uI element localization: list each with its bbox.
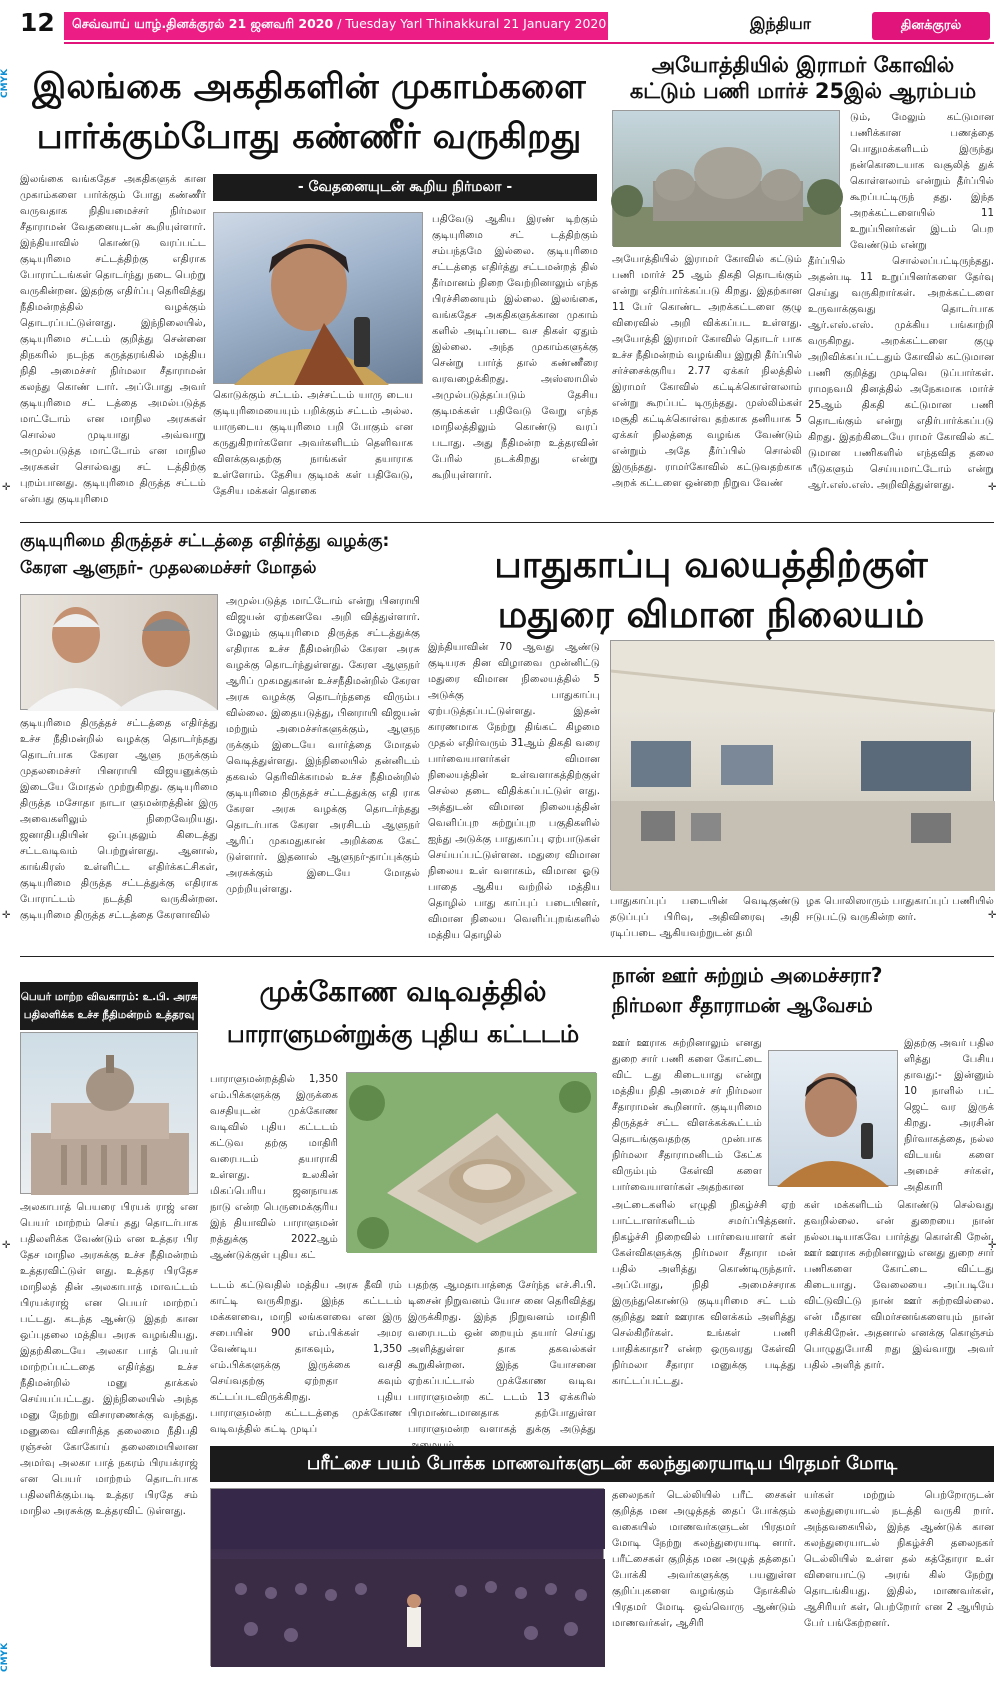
dateline-tamil: செவ்வாய் யாழ்.தினக்குரல் 21 ஜனவரி 2020 — [72, 16, 334, 31]
story1-subhead: - வேதனையுடன் கூறிய நிர்மலா - — [213, 174, 597, 201]
story3-col2: அமுல்படுத்த மாட்டோம் என்று பினராயி விஜயன் ஏற்கனவே அறி வித்துள்ளார். மேலும் குடியுரிமை திருத்த சட்டத்துக்கு எதிராக உச்ச நீதிமன்றில் கேரள அரசு வழக்கு தொடர்ந்துள்ளது. கேரள ஆளுநர் ஆரிப் முகமதுகான் உச்சநீதிமன்றில் கேரள அரசு வழக்கு தொடர்ந்ததை விரும்ப வில்லை. இதையடுத்து, பினராயி விஜயன் மற்றும் அமைச்சர்களுக்கும், ஆளுந ருக்கும் இடையே வார்த்தை மோதல் வெடித்துள்ளது. இந்நிலையில் தன்னிடம் தகவல் தெரிவிக்காமல் உச்ச நீதிமன்றில் குடியுரிமை திருத்தச் சட்டத்துக்கு எதி ராக கேரள அரசு வழக்கு தொடர்ந்தது தொடர்பாக கேரள அரசிடம் ஆளுநர் ஆரிப் முகமதுகான் அறிக்கை கேட் டுள்ளார். இதனால் ஆளுநர்-தாப்புக்கும் அரசுக்கும் இடையே மோதல் முற்றியுள்ளது. — [226, 596, 420, 895]
crosshair-mark: ✛ — [988, 910, 997, 921]
story4-photo-airport — [610, 640, 994, 890]
story4-caption-col2: ழக பொலிஸாரும் பாதுகாப்புப் பணியில் ஈடுபட்டு வருகின்ற னர். — [806, 896, 994, 923]
story1-col1: இலங்கை வங்கதேச அகதிகளுக் கான முகாம்களை பார்க்கும் போது கண்ணீர் வருவதாக நிதியமைச்சர் நிர்மலா சீதாராமன் வேதனையுடன் கூறியுள்ளார். இந்தியாவில் கொண்டு வரப்பட்ட குடியுரிமை சட்டத்திற்கு எதிராக போராட்டங்கள் தொடர்ந்து நடை பெற்று வருகின்றன. இதற்கு எதிர்ப்பு தெரிவித்து நீதிமன்றத்தில் வழக்கும் தொடரப்பட்டுள்ளது. இந்நிலையில், குடியுரிமை சட்டம் குறித்து சென்னை திநகரில் நடந்த கருத்தரங்கில் மத்திய நிதி அமைச்சர் நிர்மலா சீதாராமன் கலந்து கொண் டார். அப்போது அவர் குடியுரிமை சட் டத்தை அமல்படுத்த மாட்டோம் என மாநில அரசுகள் சொல்ல முடியாது அவ்வாறு அமுல்படுத்த மாட்டோம் என மாநில அரசுகள் சொல்வது சட் டத்திற்கு புறம்பானது. குடியுரிமை திருத்த சட்டம் என்பது குடியுரிமை — [20, 174, 206, 505]
story2-col-left: அயோத்தியில் இராமர் கோவில் கட்டும் பணி மார்ச் 25 ஆம் திகதி தொடங்கும் என்று எதிர்பார்க்கப்படு கிறது. இதற்கான 11 பேர் கொண்ட அறக்கட்டளை குழு விரைவில் அறி விக்கப்பட உள்ளது. அயோத்தி இராமர் கோவில் தொடர் பாக உச்ச நீதிமன்றம் வழங்கிய இறுதி தீர்ப்பில் சர்ச்சைக்குரிய 2.77 ஏக்கர் நிலத்தில் இராமர் கோவில் கட்டிக்கொள்ளலாம் என்று கூறப்பட் டிருந்தது. முஸ்லிம்கள் மசூதி கட்டிக்கொள்வ தற்காக தனியாக 5 ஏக்கர் நிலத்தை வழங்க வேண்டும் என்றும் அதே தீர்ப்பில் சொல்லி இருந்தது. ராமர்கோவில் கட்டுவதற்காக அறக் கட்டளை ஒன்றை நிறுவ வேண் — [612, 254, 802, 489]
story6-col-left-bottom: அட்டைகளில் எழுதி நிகழ்ச்சி ஏற் பாட்டாளர்களிடம் சமர்ப்பித்தனர். நிகழ்ச்சி நிறைவில் பார்வையாளர் கள் கேள்விகளுக்கு நிர்மலா சீதாரா மன் பதில் அளித்து கொண்டிருந்தார். அப்போது, நிதி அமைச்சராக இருந்துகொண்டு குடியுரிமை சட் டம் குறித்து ஊர் ஊராக விளக்கம் அளித்து செல்கிறீர்கள். உங்கள் பணி பாதிக்காதா? என்ற ஒருவரது கேள்வி நிர்மலா சீதாரா மனுக்கு படித்து காட்டப்பட்டது. — [612, 1200, 796, 1387]
crosshair-mark: ✛ — [2, 482, 11, 493]
header-rule — [64, 42, 994, 44]
story5-col-wide: டடம் கட்டுவதில் மத்திய அரசு தீவி ரம் காட்டி வருகிறது. இந்த கட்டடம் மக்களவை, மாநி லங்களவை என இரு சபையின் 900 எம்.பிக்கள் அமர வேண்டிய தாகவும், 1,350 எம்.பிக்களுக்கு இருக்கை வசதி செய்வதற்கு ஏற்றதா கவும் கட்டப்படவிருக்கிறது. புதிய பாராளுமன்ற கட்டடத்தை முக்கோண வடிவத்தில் கட்டி முடிப் — [210, 1280, 402, 1435]
story5-col-narrow: பாராளுமன்றத்தில் 1,350 எம்.பிக்களுக்கு இருக்கை வசதியுடன் முக்கோண வடிவில் புதிய கட்டடம் கட்டுவ தற்கு மாதிரி வரைபடம் தயாராகி உள்ளது. உலகின் மிகப்பெரிய ஜனநாயக நாடு என்ற பெருமைக்குரிய இந் தியாவில் பாராளுமன் றத்துக்கு 2022ஆம் ஆண்டுக்குள் புதிய கட் — [210, 1074, 338, 1261]
story6-col-right-bottom: கள் மக்களிடம் கொண்டு செல்வது தவறில்லை. என் துறையை நான் நல்லபடியாகவே பார்த்து கொள்கி றேன். ஊர் ஊராக சுற்றினாலும் எனது துறை சார் பணிகளை கோட்டை விட்டது கிடையாது. வேலையை அப்படியே விட்டுவிட்டு நான் ஊர் சுற்றவில்லை. என் மீதான விமர்சனங்களையும் நான் ரசிக்கிறேன். அதனால் எனக்கு கொஞ்சம் பொழுதுபோகி றது இவ்வாறு அவர் பதில் அளித் தார். — [804, 1200, 994, 1371]
story6-headline — [612, 960, 994, 1022]
story5-headline-line1: முக்கோண வடிவத்தில் — [259, 975, 547, 1008]
crosshair-mark: ✛ — [988, 482, 997, 493]
story2-headline-line2: கட்டும் பணி மார்ச் 25இல் ஆரம்பம் — [629, 79, 977, 103]
story1-photo-nirmala — [213, 212, 423, 384]
cmyk-mark-top: CMYK — [0, 68, 10, 98]
story6-col-left-top: ஊர் ஊராக சுற்றினாலும் எனது துறை சார் பணி களை கோட்டை விட் டது கிடையாது என்று மத்திய நிதி அமைச் சர் நிர்மலா சீதாராமன் கூறினார். குடியுரிமை திருத்தச் சட்ட விளக்கக்கூட்டம் தொடங்குவதற்கு முன்பாக நிர்மலா சீதாராமனிடம் கேட்க விரும்பும் கேள்வி களை பார்வையாளர்கள் அதற்கான — [612, 1038, 762, 1193]
story7-photo-modi-event — [210, 1488, 604, 1666]
story3-col1: குடியுரிமை திருத்தச் சட்டத்தை எதிர்த்து உச்ச நீதிமன்றில் வழக்கு தொடர்ந்தது தொடர்பாக கேரள ஆளு நருக்கும் முதலமைச்சர் பினராயி விஜயனுக்கும் இடையே மோதல் முற்றுகிறது. குடியுரிமை திருத்த மசோதா நாடா ளுமன்றத்தின் இரு அவைகளிலும் நிறைவேறியது. ஜனாதிபதியின் ஒப்புதலும் கிடைத்து சட்டவடிவம் பெற்றுள்ளது. ஆனால், காங்கிரஸ் உள்ளிட்ட எதிர்க்கட்சிகள், குடியுரிமை திருத்த சட்டத்துக்கு எதிராக போராட்டம் நடத்தி வருகின்றன. குடியுரிமை திருத்த சட்டத்தை கேரளாவில் — [20, 718, 218, 921]
sidebar-title-line2: பதிலளிக்க உச்ச நீதிமன்றம் உத்தரவு — [23, 1009, 195, 1021]
crosshair-mark: ✛ — [2, 910, 11, 921]
sidebar-photo-supreme-court — [20, 1032, 198, 1194]
story4-headline-line2: மதுரை விமான நிலையம் — [497, 593, 925, 636]
story3-headline-line2: கேரள ஆளுநர்- முதலமைச்சர் மோதல் — [20, 558, 317, 578]
story3-photo-governor-cm — [20, 594, 218, 710]
story6-headline-line2: நிர்மலா சீதாராமன் ஆவேசம் — [612, 993, 873, 1017]
story3-headline-line1: குடியுரிமை திருத்தச் சட்டத்தை எதிர்த்து வழக்கு: — [20, 531, 390, 551]
divider-row2 — [20, 956, 994, 957]
story5-headline — [210, 970, 596, 1070]
section-label: இந்தியா — [750, 14, 812, 33]
crosshair-mark: ✛ — [2, 1240, 11, 1251]
story2-col-right: தீர்ப்பில் சொல்லப்பட்டிருந்தது. அதன்படி 11 உறுப்பினர்களை தேர்வு செய்து வருகிறார்கள். அறக்கட்டளை உருவாக்குவது தொடர்பாக ஆர்.எஸ்.எஸ். முக்கிய பங்காற்றி வருகிறது. அறக்கட்டளை குழு அறிவிக்கப்பட்டதும் கோவில் கட்டுமான பணி குறித்து முடிவெ டுப்பார்கள். ராமநவமி தினத்தில் அநேகமாக மார்ச் 25ஆம் திகதி கட்டுமான பணி தொடங்கும் என்று எதிர்பார்க்கப்படு கிறது. இதற்கிடையே ராமர் கோவில் கட் டுமான பணிகளில் எந்தவித தலை யீடுகளும் செய்யமாட்டோம் என்று ஆர்.எஸ்.எஸ். அறிவித்துள்ளது. — [808, 256, 994, 491]
story3-headline — [20, 528, 418, 588]
story1-headline — [20, 62, 598, 172]
sidebar-title — [20, 982, 198, 1030]
header-bar — [64, 12, 994, 40]
page-number: 12 — [20, 8, 55, 37]
story6-headline-line1: நான் ஊர் சுற்றும் அமைச்சரா? — [612, 963, 883, 987]
story5-photo-parliament-model — [346, 1072, 596, 1252]
masthead-logo: தினக்குரல் — [872, 12, 990, 40]
story5-headline-line2: பாராளுமன்றுக்கு புதிய கட்டடம் — [226, 1020, 580, 1048]
story4-headline — [428, 540, 994, 640]
story7-col2: யர்கள் மற்றும் பெற்றோருடன் கலந்துரையாடல் நடத்தி வருகி றார். அந்தவகையில், இந்த ஆண்டுக் கான கலந்துரையாடல் நிகழ்ச்சி தலைநகர் டெல்லியில் உள்ள தல் கத்தோரா உள் விளையாட்டு அரங் கில் நேற்று தொடங்கியது. இதில், மாணவர்கள், ஆசிரியர் கள், பெற்றோர் என 2 ஆயிரம் பேர் பங்கேற்றனர். — [804, 1490, 994, 1629]
story2-headline — [612, 52, 994, 106]
story7-col1: தலைநகர் டெல்லியில் பரீட் சைகள் குறித்த மன அழுத்தத் தைப் போக்கும் வகையில் மாணவர்களுடன் பிரதமர் மோடி நேற்று கலந்துரையாடி னார். பரீட்சைகள் குறித்த மன அழுத் தத்தைப் போக்கி அவர்களுக்கு பயனுள்ள குறிப்புகளை வழங்கும் நோக்கில் பிரதமர் மோடி ஒவ்வொரு ஆண்டும் மாணவர்கள், ஆசிரி — [612, 1490, 796, 1629]
story5-col-right: பதற்கு ஆமதாபாத்தை சேர்ந்த எச்.சி.பி. டிசைன் நிறுவனம் யோச னை தெரிவித்து இருக்கிறது. இந்த நிறுவனம் மாதிரி வரைபடம் ஒன் றையும் தயார் செய்து அளித்துள்ள தாக தகவல்கள் கூறுகின்றன. இந்த யோசனை ஏற்கப்பட்டால் முக்கோண வடிவ பாராளுமன்ற கட் டடம் 13 ஏக்கரில் பிரமாண்டமானதாக தற்போதுள்ள பாராளுமன்ற வளாகத் துக்கு அடுத்து — [408, 1280, 596, 1435]
cmyk-mark-bottom: CMYK — [0, 1642, 10, 1672]
story2-photo-mosque — [612, 110, 840, 246]
sidebar-title-line1: பெயர் மாற்ற விவகாரம்: உ.பி. அரசு — [20, 991, 198, 1003]
story6-col-right-top: இதற்கு அவர் பதில ளித்து பேசிய தாவது:- இன்னும் 10 நாளில் பட் ஜெட் வர இருக் கிறது. அரசின் நிர்வாகத்தை, நல்ல விடயங் களை அமைச் சர்கள், அதிகாரி — [904, 1038, 994, 1193]
story2-headline-line1: அயோத்தியில் இராமர் கோவில் — [651, 53, 955, 77]
story4-caption-col1: பாதுகாப்புப் படையின் வெடிகுண்டு தடுப்புப் பிரிவு, அதிவிரைவு அதி ரடிப்படை ஆகியவற்றுடன் தமி — [610, 896, 800, 939]
story1-col3: பதிவேடு ஆகிய இரண் டிற்கும் குடியுரிமை சட் டத்திற்கும் சம்பந்தமே இல்லை. குடியுரிமை சட்டத்தை எதிர்த்து சட்டமன்றத் தில் தீர்மானம் நிறை வேற்றினாலும் எந்த பிரச்சினையும் இல்லை. இலங்கை, வங்கதேச அகதிகளுக்கான முகாம் களில் அடிப்படை வச திகள் ஏதும் இல்லை. அந்த முகாம்களுக்கு சென்று பார்த் தால் கண்ணீரை வரவழைக்கிறது. அஸ்ஸாமில் அமுல்படுத்தப்படும் தேசிய குடிமக்கள் பதிவேடு வேறு எந்த மாநிலத்திலும் கொண்டு வரப் படாது. அது நீதிமன்ற உத்தரவின் பேரில் நடக்கிறது என்று கூறியுள்ளார். — [432, 214, 598, 481]
dateline-separator: / — [337, 16, 342, 31]
story1-headline-line1: இலங்கை அகதிகளின் முகாம்களை — [32, 67, 586, 107]
dateline — [72, 16, 607, 36]
story6-photo-nirmala — [768, 1050, 898, 1186]
story2-col-right-top: டும், மேலும் கட்டுமான பணிக்கான பணத்தை பொதுமக்களிடம் இருந்து நன்கொடையாக வசூலித் துக் கொள்ளலாம் என்றும் தீர்ப்பில் கூறப்பட்டிருந் தது. இந்த அறக்கட்டளையில் 11 உறுப்பினர்கள் இடம் பெற வேண்டும் என்று — [850, 112, 994, 251]
dateline-english: Tuesday Yarl Thinakkural 21 January 2020 — [345, 16, 607, 31]
story7-banner: பரீட்சை பயம் போக்க மாணவர்களுடன் கலந்துரையாடிய பிரதமர் மோடி — [210, 1446, 994, 1482]
crosshair-mark: ✛ — [988, 1240, 997, 1251]
story4-col1: இந்தியாவின் 70 ஆவது ஆண்டு குடியரசு தின விழாவை முன்னிட்டு மதுரை விமான நிலையத்தில் 5 அடுக்கு பாதுகாப்பு ஏற்படுத்தப்பட்டுள்ளது. இதன் காரணமாக நேற்று திங்கட் கிழமை முதல் எதிர்வரும் 31ஆம் திகதி வரை பார்வையாளர்கள் விமான நிலையத்தின் உள்வளாகத்திற்குள் செல்ல தடை விதிக்கப்பட்டுள் ளது. அத்துடன் விமான நிலையத்தின் வெளிப்புற சுற்றுப்புற பகுதிகளில் ஐந்து அடுக்கு பாதுகாப்பு ஏற்பாடுகள் செய்யப்பட்டுள்ளன. மதுரை விமான நிலைய உள் வளாகம், விமான ஓடு பாதை ஆகிய வற்றில் மத்திய தொழில் பாது காப்புப் படையினர், விமான நிலைய வெளிப்புறங்களில் மத்திய தொழில் — [428, 642, 600, 941]
story1-headline-line2: பார்க்கும்போது கண்ணீர் வருகிறது — [36, 117, 582, 157]
sidebar-text: அலகாபாத் பெயரை பிரயக் ராஜ் என பெயர் மாற்றம் செய் தது தொடர்பாக பதிலளிக்க வேண்டும் என உத்தர பிர தேச மாநில அரசுக்கு உச்ச நீதிமன்றம் உத்தரவிட்டுள் ளது. உத்தர பிரதேச மாநிலத் தின் அலகாபாத் மாவட்டம் பிரயக்ராஜ் என பெயர் மாற்றப் பட்டது. கடந்த ஆண்டு இதற் கான ஒப்புதலை மத்திய அரசு வழங்கியது. இதற்கிடையே அலகா பாத் பெயர் மாற்றப்பட்டதை எதிர்த்து உச்ச நீதிமன்றில் மனு தாக்கல் செய்யப்பட்டது. இந்நிலையில் அந்த மனு நேற்று விசாரணைக்கு வந்தது. மனுவை விசாரித்த தலைமை நீதிபதி ரஞ்சன் கோகோய் தலைமையிலான அமர்வு அலகா பாத் நகரம் பிரயக்ராஜ் என பெயர் மாற்றம் தொடர்பாக பதிலளிக்கும்படி உத்தர பிரதே சம் மாநில அரசுக்கு உத்தரவிட் டுள்ளது. — [20, 1202, 198, 1517]
story4-headline-line1: பாதுகாப்பு வலயத்திற்குள் — [494, 543, 928, 586]
divider-row1 — [20, 522, 994, 523]
sidebar-box — [20, 982, 198, 1642]
story1-col2: கொடுக்கும் சட்டம். அச்சட்டம் யாரு டைய குடியுரிமையையும் பறிக்கும் சட்டம் அல்ல. யாருடைய குடியுரிமை பறி போகும் என கருதுகிறார்களோ அவர்களிடம் தெளிவாக விளக்குவதற்கு நாங்கள் தயாராக உள்ளோம். தேசிய குடிமக் கள் பதிவேடு, தேசிய மக்கள் தொகை — [213, 390, 413, 497]
